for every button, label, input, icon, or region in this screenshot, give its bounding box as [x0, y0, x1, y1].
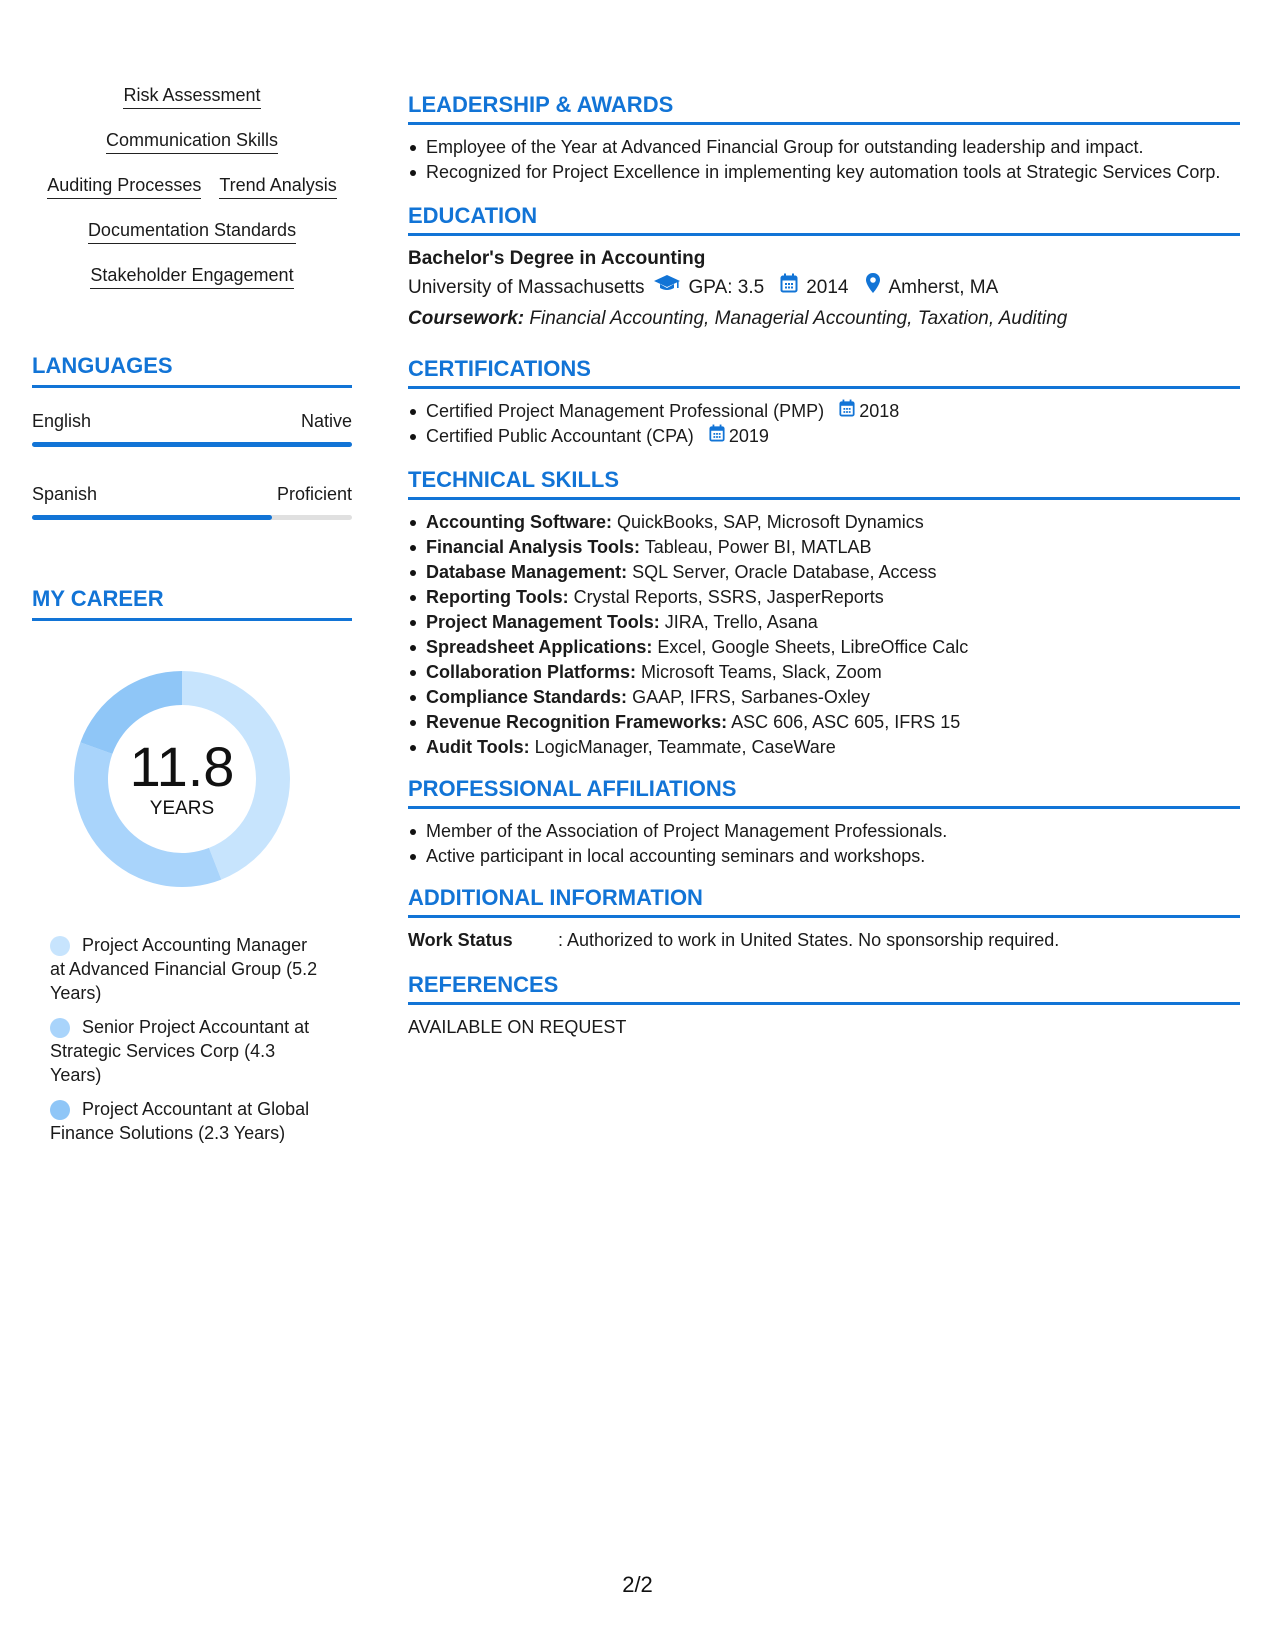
additional-info-heading: ADDITIONAL INFORMATION [408, 885, 1240, 918]
certifications-heading: CERTIFICATIONS [408, 356, 1240, 389]
list-item [408, 685, 1240, 710]
list-item [408, 660, 1240, 685]
skill-values: JIRA, Trello, Asana [664, 612, 818, 632]
skills-list [32, 84, 352, 309]
coursework-label: Coursework: [408, 308, 525, 329]
dot-icon [50, 1018, 70, 1038]
dot-icon [50, 1100, 70, 1120]
language-bar [32, 515, 352, 520]
references-text: AVAILABLE ON REQUEST [408, 1017, 627, 1037]
left-column [32, 84, 352, 1155]
career-legend-item [50, 1097, 322, 1145]
language-level: Proficient [276, 484, 352, 504]
list-item [408, 610, 1240, 635]
work-status-label: Work Status [408, 930, 513, 950]
certifications-list [408, 399, 1240, 449]
skill-row [88, 219, 296, 244]
skill-tag: Stakeholder Engagement [90, 264, 293, 289]
list-item [408, 710, 1240, 735]
skill-tag: Trend Analysis [219, 174, 336, 199]
skill-category: Project Management Tools: [426, 612, 660, 632]
skill-values: Excel, Google Sheets, LibreOffice Calc [657, 637, 969, 657]
skill-row [123, 84, 260, 109]
leadership-heading: LEADERSHIP & AWARDS [408, 92, 1240, 125]
list-item [408, 735, 1240, 760]
skill-values: QuickBooks, SAP, Microsoft Dynamics [617, 512, 924, 532]
list-item [408, 510, 1240, 535]
career-legend-text: Senior Project Accountant at Strategic Services Corp (4.3 Years) [50, 1017, 310, 1085]
language-name: Spanish [32, 484, 98, 504]
skill-category: Audit Tools: [426, 737, 530, 757]
career-total-years: 11.8 [129, 735, 235, 798]
calendar-icon [839, 399, 855, 424]
languages-section [32, 353, 352, 520]
list-item [408, 635, 1240, 660]
career-legend-item [50, 933, 322, 1005]
affiliations-list [408, 819, 1240, 869]
certification-name: Certified Project Management Professional (PMP) [426, 401, 825, 421]
certification-date [709, 424, 769, 449]
education-section [408, 203, 1240, 334]
career-donut [66, 663, 298, 895]
additional-info-section [408, 885, 1240, 952]
school-name: University of Massachusetts [408, 277, 645, 298]
skill-values: Microsoft Teams, Slack, Zoom [641, 662, 882, 682]
career-section [32, 586, 352, 1145]
list-item: Active participant in local accounting seminars and workshops. [408, 844, 1240, 869]
career-legend-text: Project Accounting Manager at Advanced Financial Group (5.2 Years) [50, 935, 318, 1003]
skill-values: Crystal Reports, SSRS, JasperReports [573, 587, 884, 607]
list-item: Employee of the Year at Advanced Financial Group for outstanding leadership and impact. [408, 135, 1240, 160]
list-item [408, 560, 1240, 585]
skill-category: Revenue Recognition Frameworks: [426, 712, 728, 732]
career-legend [32, 933, 322, 1145]
education-meta [408, 272, 1240, 304]
references-heading: REFERENCES [408, 972, 1240, 1005]
coursework [408, 304, 1240, 334]
certification-date [839, 399, 899, 424]
location-pin-icon [865, 272, 881, 304]
right-column [408, 92, 1240, 1053]
school-location: Amherst, MA [888, 277, 999, 298]
skill-category: Spreadsheet Applications: [426, 637, 653, 657]
skill-values: SQL Server, Oracle Database, Access [632, 562, 937, 582]
affiliations-section [408, 776, 1240, 869]
list-item [408, 585, 1240, 610]
gpa: GPA: 3.5 [688, 277, 765, 298]
skill-values: ASC 606, ASC 605, IFRS 15 [731, 712, 961, 732]
work-status-value: : Authorized to work in United States. No sponsorship required. [558, 930, 1060, 950]
career-legend-text: Project Accountant at Global Finance Solutions (2.3 Years) [50, 1099, 310, 1143]
references-section [408, 972, 1240, 1039]
list-item [408, 424, 1240, 449]
skill-category: Collaboration Platforms: [426, 662, 637, 682]
language-item [32, 410, 352, 447]
technical-skills-heading: TECHNICAL SKILLS [408, 467, 1240, 500]
language-level: Native [300, 411, 352, 431]
skill-category: Reporting Tools: [426, 587, 569, 607]
certification-year: 2019 [728, 426, 769, 446]
career-total-unit: YEARS [149, 798, 215, 819]
skill-values: GAAP, IFRS, Sarbanes-Oxley [632, 687, 870, 707]
skill-row [106, 129, 278, 154]
calendar-icon [780, 273, 798, 303]
list-item: Recognized for Project Excellence in implementing key automation tools at Strategic Services Corp. [408, 160, 1240, 185]
skill-tag: Communication Skills [106, 129, 278, 154]
skill-row [90, 264, 293, 289]
skill-category: Accounting Software: [426, 512, 613, 532]
certification-year: 2018 [859, 401, 900, 421]
certification-name: Certified Public Accountant (CPA) [426, 426, 694, 446]
skill-tag: Risk Assessment [123, 84, 260, 109]
technical-skills-section [408, 467, 1240, 760]
language-bar-fill [32, 442, 352, 447]
list-item [408, 535, 1240, 560]
language-item [32, 483, 352, 520]
calendar-icon [709, 424, 725, 449]
list-item [408, 399, 1240, 424]
language-name: English [32, 411, 92, 431]
work-status-row [408, 928, 1240, 952]
page-number: 2/2 [622, 1572, 653, 1597]
technical-skills-list [408, 510, 1240, 760]
career-heading: MY CAREER [32, 586, 352, 621]
languages-heading: LANGUAGES [32, 353, 352, 388]
degree-title: Bachelor's Degree in Accounting [408, 248, 706, 269]
skill-row [47, 174, 336, 199]
skill-values: LogicManager, Teammate, CaseWare [534, 737, 836, 757]
affiliations-heading: PROFESSIONAL AFFILIATIONS [408, 776, 1240, 809]
skill-values: Tableau, Power BI, MATLAB [644, 537, 872, 557]
education-heading: EDUCATION [408, 203, 1240, 236]
skill-category: Compliance Standards: [426, 687, 628, 707]
skill-category: Financial Analysis Tools: [426, 537, 641, 557]
language-bar [32, 442, 352, 447]
donut-center [66, 663, 298, 895]
skill-tag: Documentation Standards [88, 219, 296, 244]
coursework-list: Financial Accounting, Managerial Accounting, Taxation, Auditing [529, 308, 1068, 329]
language-bar-fill [32, 515, 272, 520]
leadership-section [408, 92, 1240, 185]
graduation-cap-icon [653, 273, 681, 303]
certifications-section [408, 356, 1240, 449]
skill-category: Database Management: [426, 562, 628, 582]
dot-icon [50, 936, 70, 956]
skill-tag: Auditing Processes [47, 174, 201, 199]
graduation-year: 2014 [806, 277, 849, 298]
leadership-list [408, 135, 1240, 185]
career-legend-item [50, 1015, 322, 1087]
list-item: Member of the Association of Project Management Professionals. [408, 819, 1240, 844]
